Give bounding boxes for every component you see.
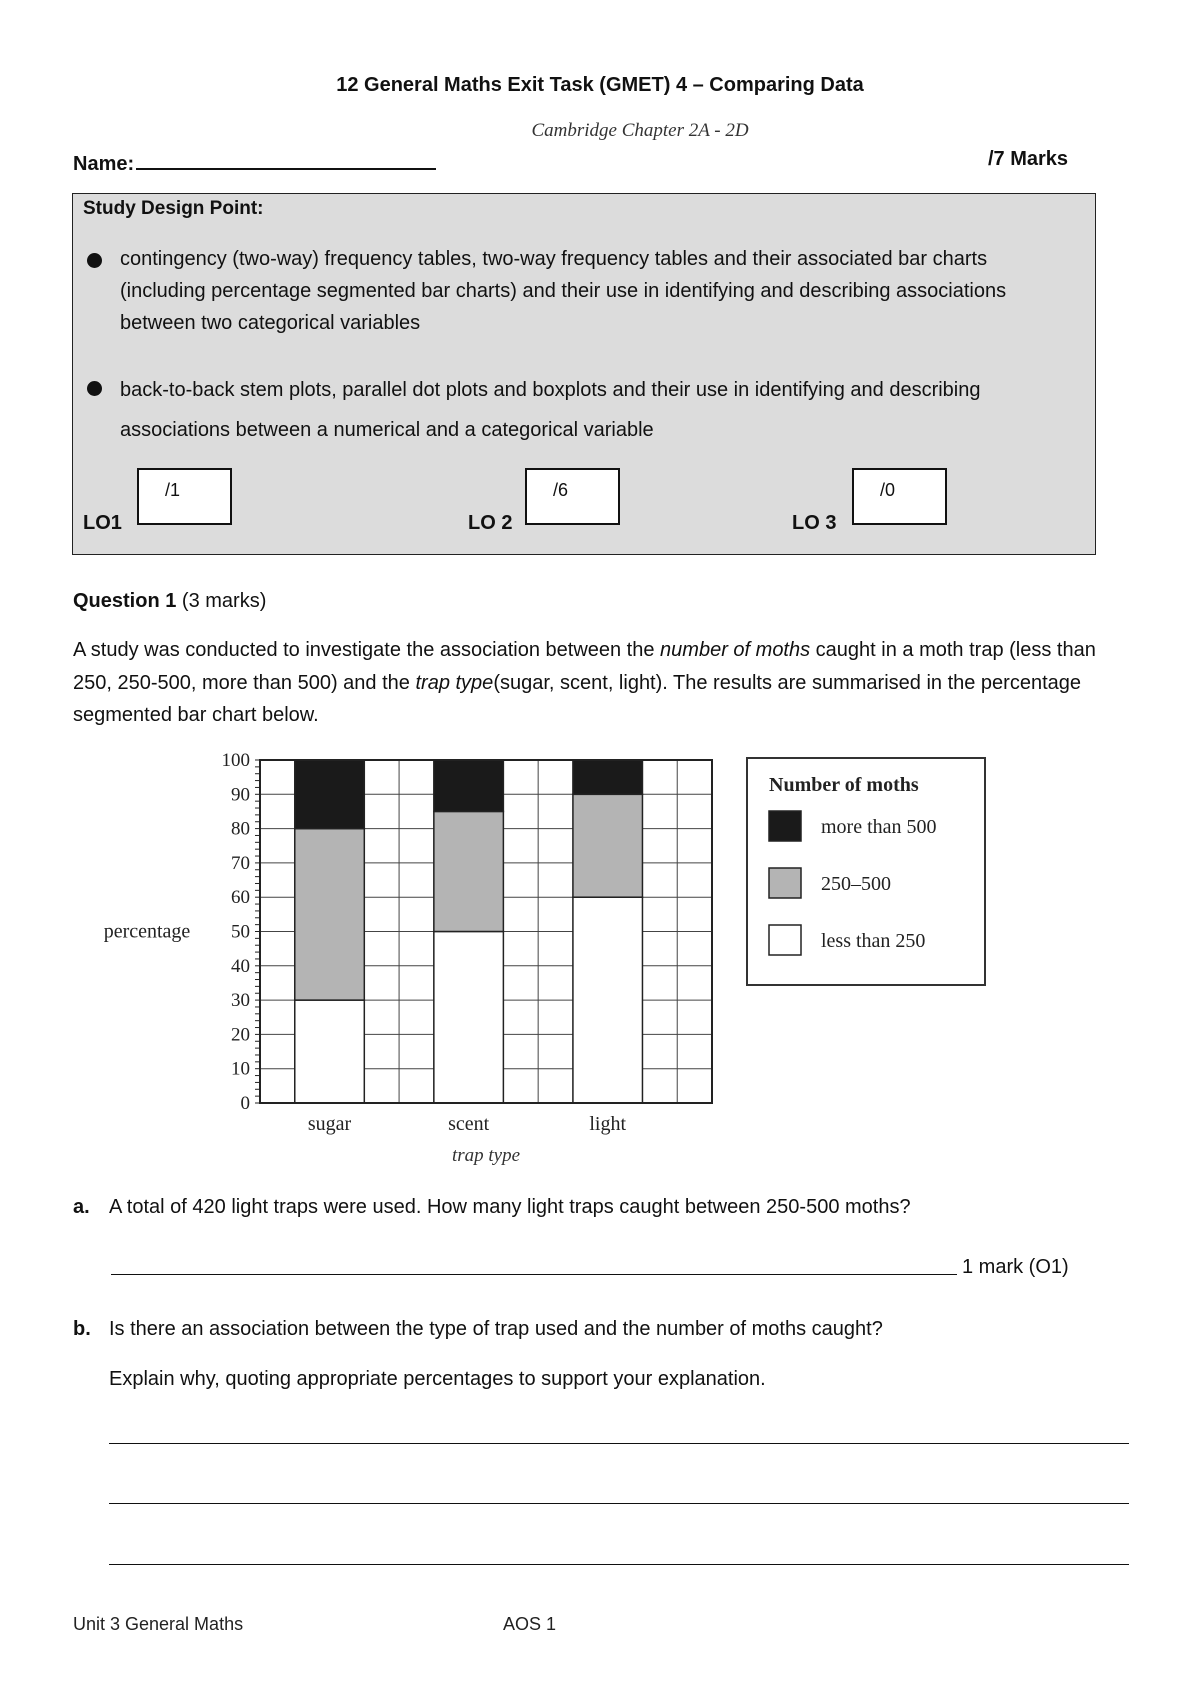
legend-entry: less than 250 xyxy=(821,930,926,952)
part-a-answer-line[interactable] xyxy=(111,1274,957,1275)
part-b-instruction: Explain why, quoting appropriate percentages to support your explanation. xyxy=(109,1368,766,1390)
bar-segment-light xyxy=(573,794,643,897)
y-axis-label: percentage xyxy=(103,920,191,943)
x-tick-label: sugar xyxy=(307,1113,352,1135)
bar-segment-scent xyxy=(434,760,504,811)
y-tick-label: 30 xyxy=(231,990,250,1012)
legend-entry: 250–500 xyxy=(821,873,891,895)
bar-segment-scent xyxy=(434,932,504,1104)
lo3-label: LO 3 xyxy=(792,512,837,534)
question-1-title: Question 1 xyxy=(73,590,177,612)
intro-text: caught in a moth trap (less than 250, 250-500, more than 500) and the xyxy=(73,639,1096,694)
lo2-label: LO 2 xyxy=(468,512,513,534)
footer-unit: Unit 3 General Maths xyxy=(73,1614,244,1634)
lo1-score: /1 xyxy=(164,480,180,500)
lo1-score-box[interactable] xyxy=(137,468,232,525)
lo3-score-box[interactable] xyxy=(852,468,947,525)
y-tick-label: 60 xyxy=(231,887,250,909)
legend-swatch xyxy=(769,925,801,955)
bar-segment-light xyxy=(573,897,643,1103)
bar-segment-sugar xyxy=(295,1000,365,1103)
name-label: Name: xyxy=(73,153,135,175)
bar-segment-sugar xyxy=(295,829,365,1001)
bar-segment-sugar xyxy=(295,760,365,829)
page-title: 12 General Maths Exit Task (GMET) 4 – Comparing Data xyxy=(336,74,864,96)
study-point-1: contingency (two-way) frequency tables, two-way frequency tables and their associated bar charts (including percentage segmented bar charts) and their use in identifying and describing associations between two categorical variables xyxy=(120,248,1007,334)
y-tick-label: 40 xyxy=(231,955,250,977)
part-b-answer-line-1[interactable] xyxy=(109,1443,1129,1444)
question-1-marks: (3 marks) xyxy=(181,590,267,612)
part-b-label: b. xyxy=(73,1318,91,1340)
intro-text: A study was conducted to investigate the association between the xyxy=(73,639,661,661)
part-b-answer-line-2[interactable] xyxy=(109,1503,1129,1504)
intro-text: (sugar, scent, light). The results are summarised in the percentage segmented bar chart below. xyxy=(73,671,1082,726)
part-a-mark: 1 mark (O1) xyxy=(962,1256,1069,1278)
y-tick-label: 20 xyxy=(231,1024,250,1046)
y-tick-label: 90 xyxy=(231,784,250,806)
total-marks: /7 Marks xyxy=(988,148,1069,170)
y-tick-label: 10 xyxy=(231,1058,250,1080)
legend-title: Number of moths xyxy=(769,774,919,796)
study-design-heading: Study Design Point: xyxy=(83,198,264,219)
y-tick-label: 0 xyxy=(240,1093,250,1114)
part-a-question: A total of 420 light traps were used. How many light traps caught between 250-500 moths? xyxy=(109,1196,911,1218)
bar-segment-light xyxy=(573,760,643,794)
bar-segment-scent xyxy=(434,811,504,931)
intro-variable-trap: trap type xyxy=(415,671,494,694)
footer-aos: AOS 1 xyxy=(503,1614,557,1634)
y-tick-label: 100 xyxy=(221,750,250,771)
question-1-heading xyxy=(73,590,266,613)
legend-swatch xyxy=(769,811,801,841)
x-tick-label: scent xyxy=(448,1113,490,1135)
name-field-row xyxy=(73,148,436,176)
part-a-label: a. xyxy=(73,1196,90,1218)
x-axis-label: trap type xyxy=(451,1145,521,1166)
part-b-question: Is there an association between the type of trap used and the number of moths caught? xyxy=(109,1318,883,1340)
lo2-score-box[interactable] xyxy=(525,468,620,525)
legend-swatch xyxy=(769,868,801,898)
lo1-label: LO1 xyxy=(83,512,122,534)
page-subtitle: Cambridge Chapter 2A - 2D xyxy=(531,120,749,141)
y-tick-label: 50 xyxy=(231,921,250,943)
part-b-answer-line-3[interactable] xyxy=(109,1564,1129,1565)
bullet-dot-icon xyxy=(87,381,102,396)
lo3-score: /0 xyxy=(879,480,895,500)
y-tick-label: 80 xyxy=(231,818,250,840)
y-tick-label: 70 xyxy=(231,852,250,874)
lo2-score: /6 xyxy=(552,480,568,500)
segmented-bar-chart xyxy=(90,744,1000,1180)
legend-entry: more than 500 xyxy=(821,816,937,838)
intro-variable-moths: number of moths xyxy=(660,639,811,661)
bullet-dot-icon xyxy=(87,253,102,268)
name-input-line[interactable] xyxy=(136,148,436,170)
question-1-intro xyxy=(73,634,1133,732)
study-point-2: back-to-back stem plots, parallel dot plots and boxplots and their use in identifying and describing associations between a numerical and a categorical variable xyxy=(120,379,981,441)
x-tick-label: light xyxy=(589,1113,627,1135)
